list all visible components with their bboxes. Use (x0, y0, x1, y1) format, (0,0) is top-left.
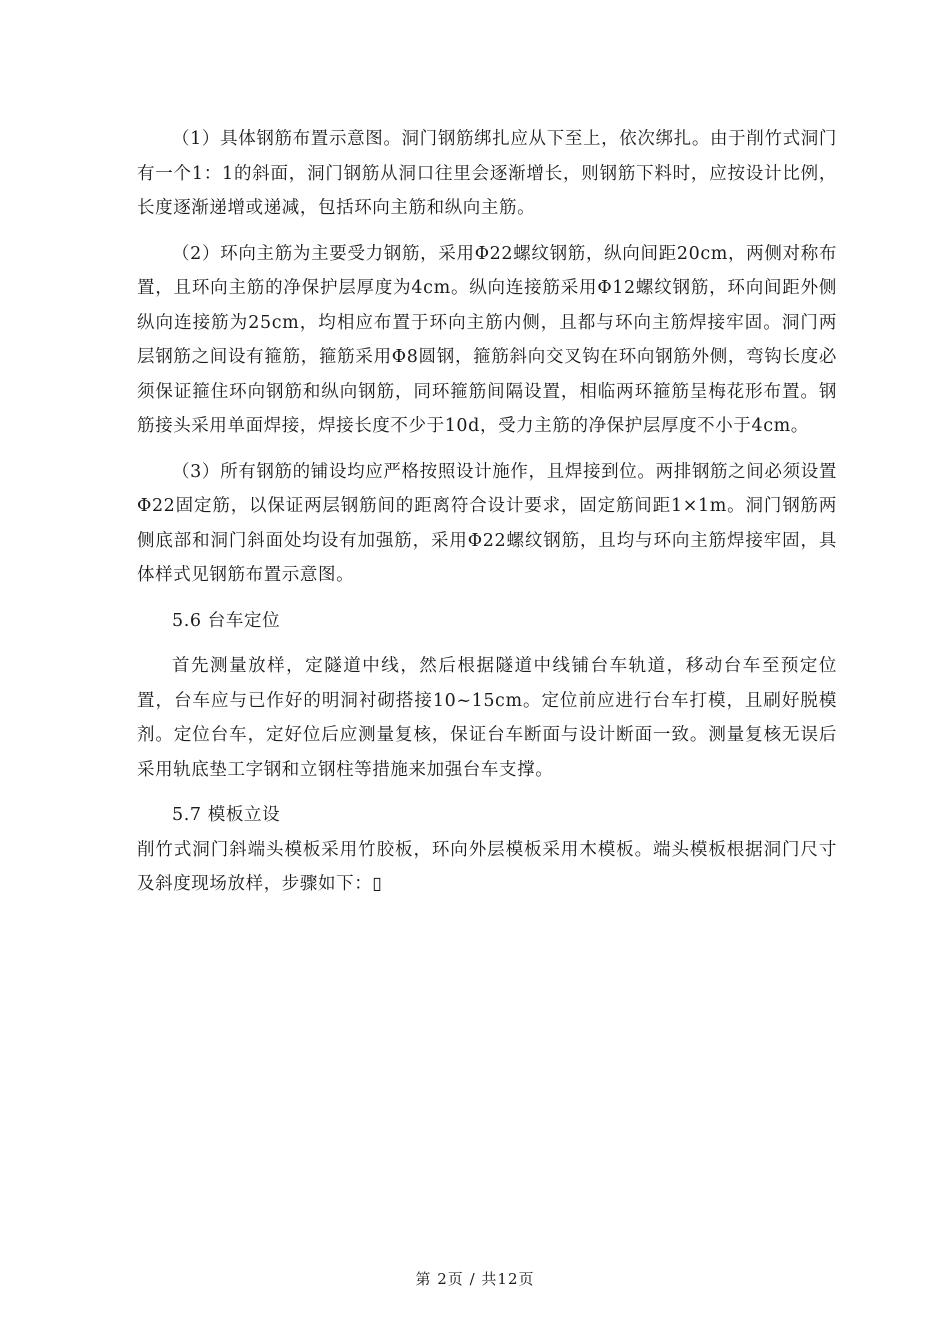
paragraph-formwork-erection: 削竹式洞门斜端头模板采用竹胶板，环向外层模板采用木模板。端头模板根据洞门尺寸及斜度现场放样，步骤如下：▯ (137, 839, 837, 894)
paragraph-rebar-installation: （3）所有钢筋的铺设均应严格按照设计施作，且焊接到位。两排钢筋之间必须设置Φ22固定筋，以保证两层钢筋间的距离符合设计要求，固定筋间距1×1m。洞门钢筋两侧底部和洞门斜面处均设有加强筋，采用Φ22螺纹钢筋，且均与环向主筋焊接牢固，具体样式见钢筋布置示意图。 (137, 461, 837, 585)
paragraph-trolley-positioning: 首先测量放样，定隧道中线，然后根据隧道中线铺台车轨道，移动台车至预定位置，台车应与已作好的明洞衬砌搭接10~15cm。定位前应进行台车打模，且刷好脱模剂。定位台车，定好位后应测量复核，保证台车断面与设计断面一致。测量复核无误后采用轨底垫工字钢和立钢柱等措施来加强台车支撑。 (137, 656, 837, 780)
section-heading-5-7: 5.7 模板立设 (172, 805, 281, 825)
paragraph-rebar-layout: （1）具体钢筋布置示意图。洞门钢筋绑扎应从下至上，依次绑扎。由于削竹式洞门有一个1：1的斜面，洞门钢筋从洞口往里会逐渐增长，则钢筋下料时，应按设计比例，长度逐渐递增或递减，包括环向主筋和纵向主筋。 (137, 129, 837, 218)
paragraph-hoop-main-rebar: （2）环向主筋为主要受力钢筋，采用Φ22螺纹钢筋，纵向间距20cm，两侧对称布置，且环向主筋的净保护层厚度为4cm。纵向连接筋采用Φ12螺纹钢筋，环向间距外侧纵向连接筋为25cm，均相应布置于环向主筋内侧，且都与环向主筋焊接牢固。洞门两层钢筋之间设有箍筋，箍筋采用Φ8圆钢，箍筋斜向交叉钩在环向钢筋外侧，弯钩长度必须保证箍住环向钢筋和纵向钢筋，同环箍筋间隔设置，相临两环箍筋呈梅花形布置。钢筋接头采用单面焊接，焊接长度不少于10d，受力主筋的净保护层厚度不小于4cm。 (137, 243, 837, 436)
document-body (137, 122, 837, 913)
page-footer: 第 2页 / 共12页 (415, 1270, 535, 1288)
section-heading-5-6: 5.6 台车定位 (172, 610, 281, 631)
